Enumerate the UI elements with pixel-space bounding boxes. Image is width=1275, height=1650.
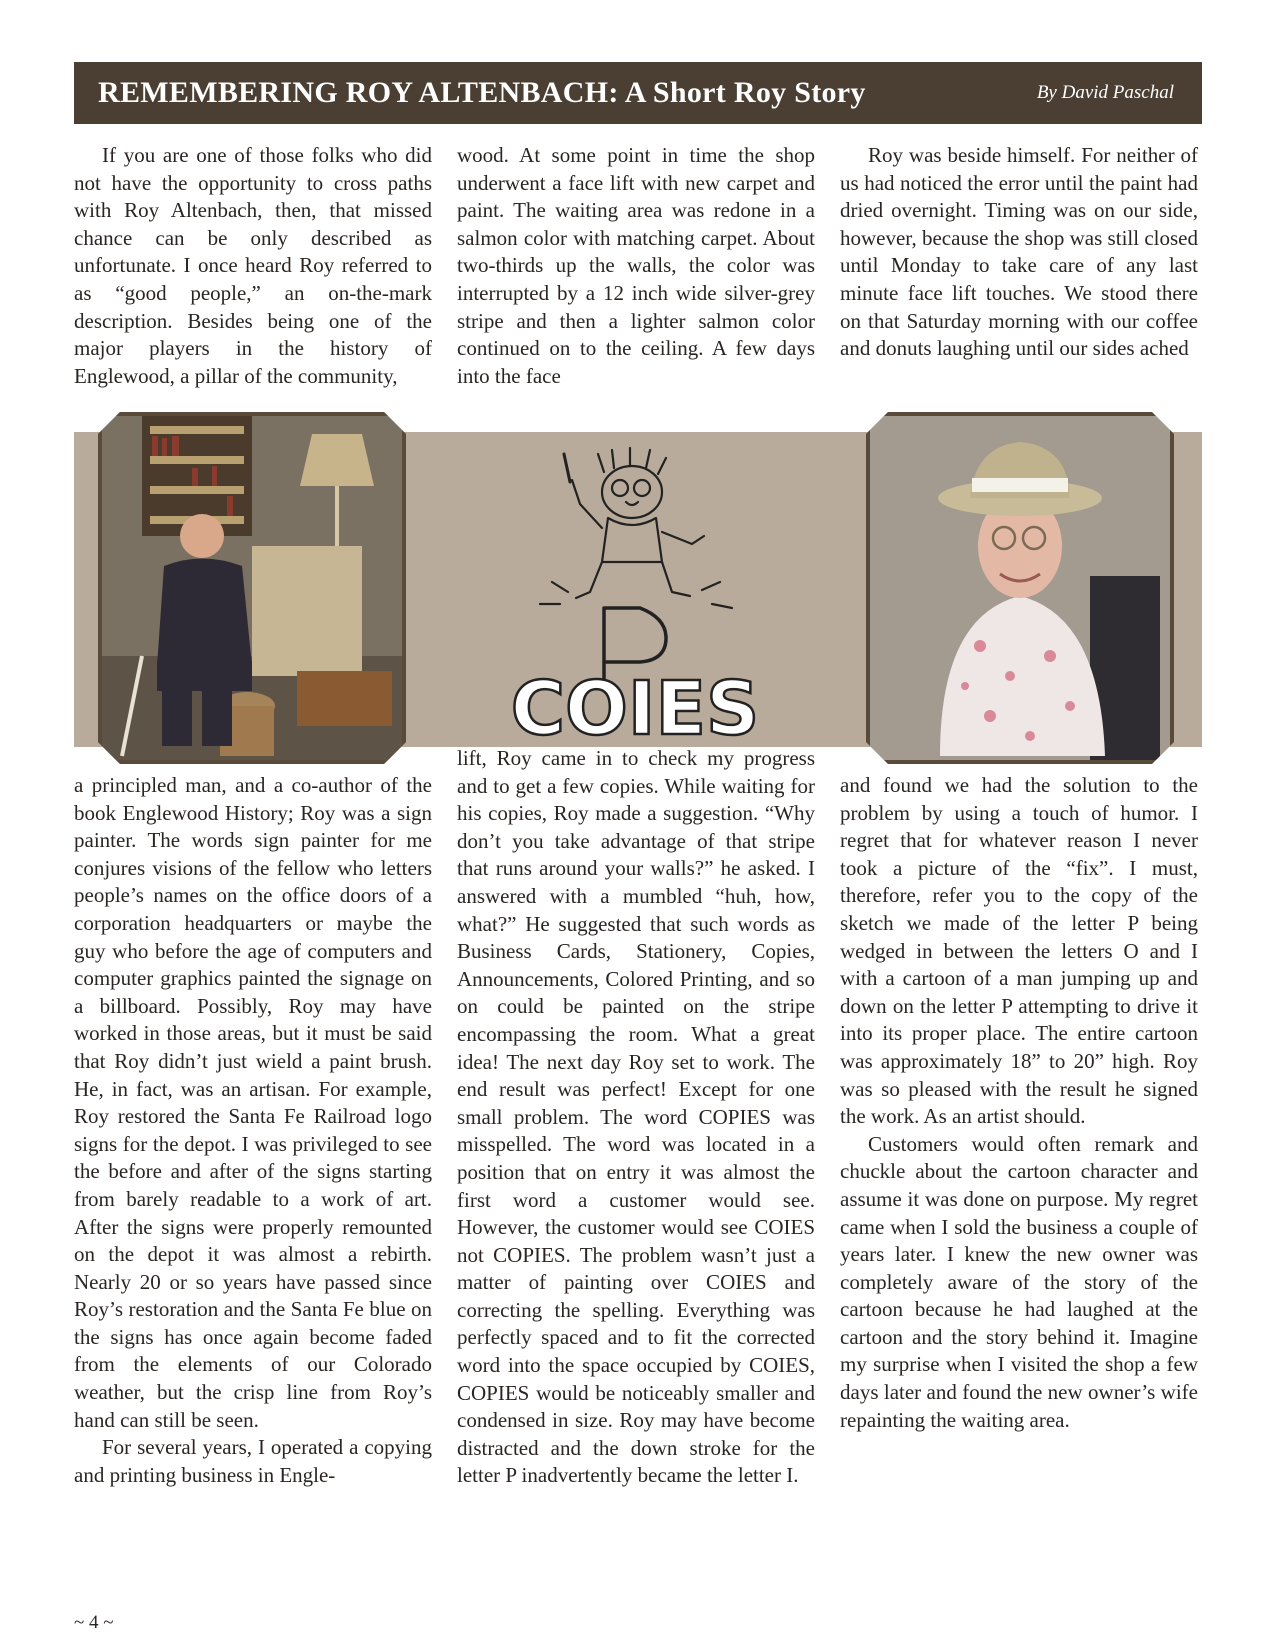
paragraph: lift, Roy came in to check my progress and to get a few copies. While waiting for his copies, Roy made a suggestion. “Why don’t you take advantage of that stripe that runs around your walls?” he asked. I answered with a mumbled “huh, how, what?” He suggested that such words as Business Cards, Stationery, Copies, Announcements, Colored Printing, and so on could be painted on the stripe encompassing the room. What a great idea! The next day Roy set to work. The end result was perfect! Except for one small problem. The word COPIES was misspelled. The word was located in a position that on entry it was almost the first word a customer would see. However, the customer would see COIES not COPIES. The problem wasn’t just a matter of painting over COIES and correcting the spelling. Everything was perfectly spaced and to fit the corrected word into the space occupied by COIES, COPIES would be noticeably smaller and condensed in size. Roy may have become distracted and the down stroke for the letter P inadvertently became the letter I. (457, 746, 815, 1488)
paragraph: For several years, I operated a copying and printing business in Engle- (74, 1435, 432, 1487)
paragraph: Roy was beside himself. For neither of us had noticed the error until the paint had dried overnight. Timing was on our side, however, because the shop was still closed until Monday to take care of any last minute face lift touches. We stood there on that Saturday morning with our coffee and donuts laughing until our sides ached (840, 143, 1198, 361)
paragraph: a principled man, and a co-author of the book Englewood History; Roy was a sign painter. The words sign painter for me conjures visions of the fellow who letters people’s names on the office doors of a corporation headquarters or maybe the guy who before the age of computers and computer graphics painted the signage on a billboard. Possibly, Roy may have worked in those areas, but it must be said that Roy didn’t just wield a paint brush. He, in fact, was an artisan. For example, Roy restored the Santa Fe Railroad logo signs for the depot. I was privileged to see the before and after of the signs starting from barely readable to a work of art. After the signs were properly remounted on the depot it was almost a rebirth. Nearly 20 or so years have passed since Roy’s restoration and the Santa Fe blue on the signs has once again become faded from the elements of our Colorado weather, but the crisp line from Roy’s hand can still be seen. (74, 773, 432, 1432)
column-3-top (840, 142, 1198, 363)
column-3-bottom (840, 772, 1198, 1434)
cartoon-drawing (480, 432, 790, 747)
photo-image (102, 416, 402, 760)
cartoon-coies-word: COIES (510, 666, 760, 747)
paragraph: If you are one of those folks who did not have the opportunity to cross paths with Roy Altenbach, then, that missed chance can be only described as unfortunate. I once heard Roy referred to as “good people,” an on-the-mark description. Besides being one of the major players in the history of Englewood, a pillar of the community, (74, 143, 432, 388)
paragraph: wood. At some point in time the shop underwent a face lift with new carpet and paint. The waiting area was redone in a salmon color with matching carpet. About two-thirds up the walls, the color was interrupted by a 12 inch wide silver-grey stripe and then a lighter salmon color continued on to the ceiling. A few days into the face (457, 143, 815, 388)
article-title: REMEMBERING ROY ALTENBACH: A Short Roy Story (98, 76, 866, 109)
page-number: ~ 4 ~ (74, 1612, 114, 1633)
column-2-top (457, 142, 815, 390)
photo-image (870, 416, 1170, 760)
article-byline: By David Paschal (1036, 82, 1174, 103)
article-header (74, 62, 1202, 124)
coies-cartoon (480, 432, 790, 747)
column-1-bottom (74, 772, 432, 1489)
photo-roy-altenbach (98, 412, 406, 764)
paragraph: and found we had the solution to the problem by using a touch of humor. I regret that for whatever reason I never took a picture of the “fix”. I must, therefore, refer you to the copy of the sketch we made of the letter P being wedged in between the letters O and I with a cartoon of a man jumping up and down on the letter P attempting to drive it into its proper place. The entire cartoon was approximately 18” to 20” high. Roy was so pleased with the result he signed the work. As an artist should. (840, 773, 1198, 1129)
photo-woman-in-hat (866, 412, 1174, 764)
paragraph: Customers would often remark and chuckle about the cartoon character and assume it was done on purpose. My regret came when I sold the business a couple of years later. I knew the new owner was completely aware of the story of the cartoon because he had laughed at the cartoon and the story behind it. Imagine my surprise when I visited the shop a few days later and found the new owner’s wife repainting the waiting area. (840, 1131, 1198, 1432)
column-2-bottom (457, 745, 815, 1490)
column-1-top (74, 142, 432, 390)
